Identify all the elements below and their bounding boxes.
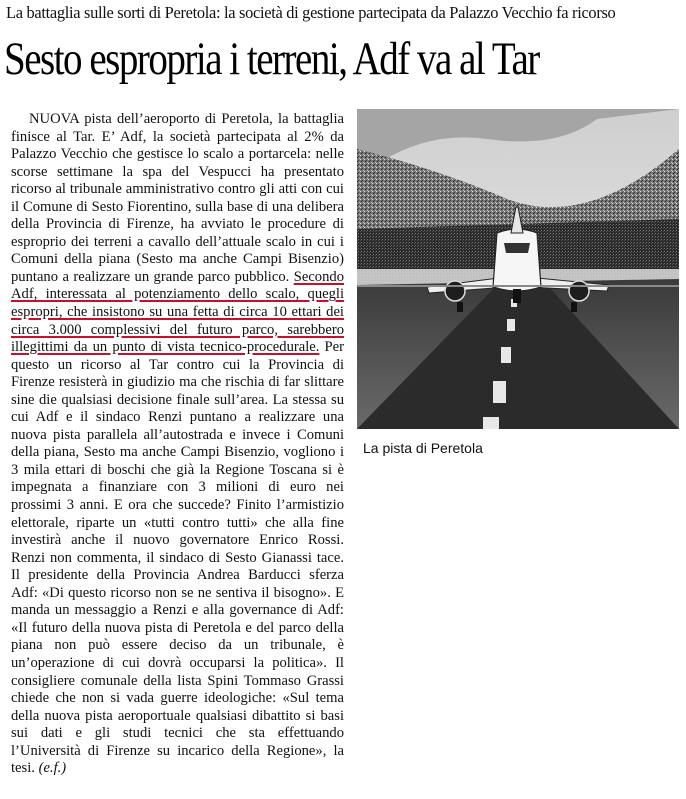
article-body — [11, 111, 344, 778]
article-paragraph — [11, 111, 344, 778]
author-signature: (e.f.) — [38, 760, 67, 777]
body-text-intro: NUOVA pista dell’aeroporto di Peretola, la battaglia finisce al Tar. E’ Adf, la società partecipata al 2% da Palazzo Vecchio che gestisce lo scalo a portarcela: nelle scorse settimane la spa del Vespucci ha presentato ricorso al tribunale amministrativo contro gli atti con cui il Comune di Sesto Fiorentino, sulla base di una delibera della Provincia di Firenze, ha avviato le procedure di esproprio dei terreni a cavallo dell’attuale scalo in cui i Comuni della piana (Sesto ma anche Campi Bisenzio) puntano a realizzare un grande parco pubblico. — [11, 111, 344, 285]
photo-caption: La pista di Peretola — [363, 440, 483, 456]
headline: Sesto espropria i terreni, Adf va al Tar — [4, 33, 539, 85]
body-text-continued: Per questo un ricorso al Tar contro cui la Provincia di Firenze resisterà in giudizio ma che rischia di far slittare sine die qualsiasi decisione finale sull’area. La stessa su cui Adf e il sindaco Renzi puntano a realizzare una nuova pista parallela all’autostrada e invece i Comuni della piana, Sesto ma anche Campi Bisenzio, vogliono i 3 mila ettari di boschi che già la Regione Toscana si è impegnata a finanziare con 3 milioni di euro nei prossimi 3 anni. E ora che succede? Finito l’armistizio elettorale, riparte un «tutti contro tutti» che alla fine investirà anche il nuovo governatore Enrico Rossi. Renzi non commenta, il sindaco di Sesto Gianassi tace. Il presidente della Provincia Andrea Barducci sferza Adf: «Di questo ricorso non se ne sentiva il bisogno». E manda un messaggio a Renzi e alla governance di Adf: «Il futuro della nuova pista di Peretola e del parco della piana non può essere deciso da un tribunale, è un’operazione di cui dovrà occuparsi la politica». Il consigliere comunale della lista Spini Tommaso Grassi chiede che non si vada guerre ideologiche: «Sul tema della nuova pista aeroportuale qualsiasi dibattito si basi sui dati e gli studi tecnici che sta effettuando l’Università di Firenze su incarico della Regione», la tesi. — [11, 339, 344, 777]
underlined-passage: Secondo Adf, interessata al potenziamento dello scalo, quegli espropri, che insistono su una fetta di circa 10 ettari dei circa 3.000 complessivi del futuro parco, sarebbero illegittimi da un punto di vista tecnico-procedurale. — [11, 268, 344, 356]
kicker: La battaglia sulle sorti di Peretola: la società di gestione partecipata da Palazzo Vecchio fa ricorso — [6, 3, 616, 22]
airport-runway-photo — [357, 109, 679, 429]
